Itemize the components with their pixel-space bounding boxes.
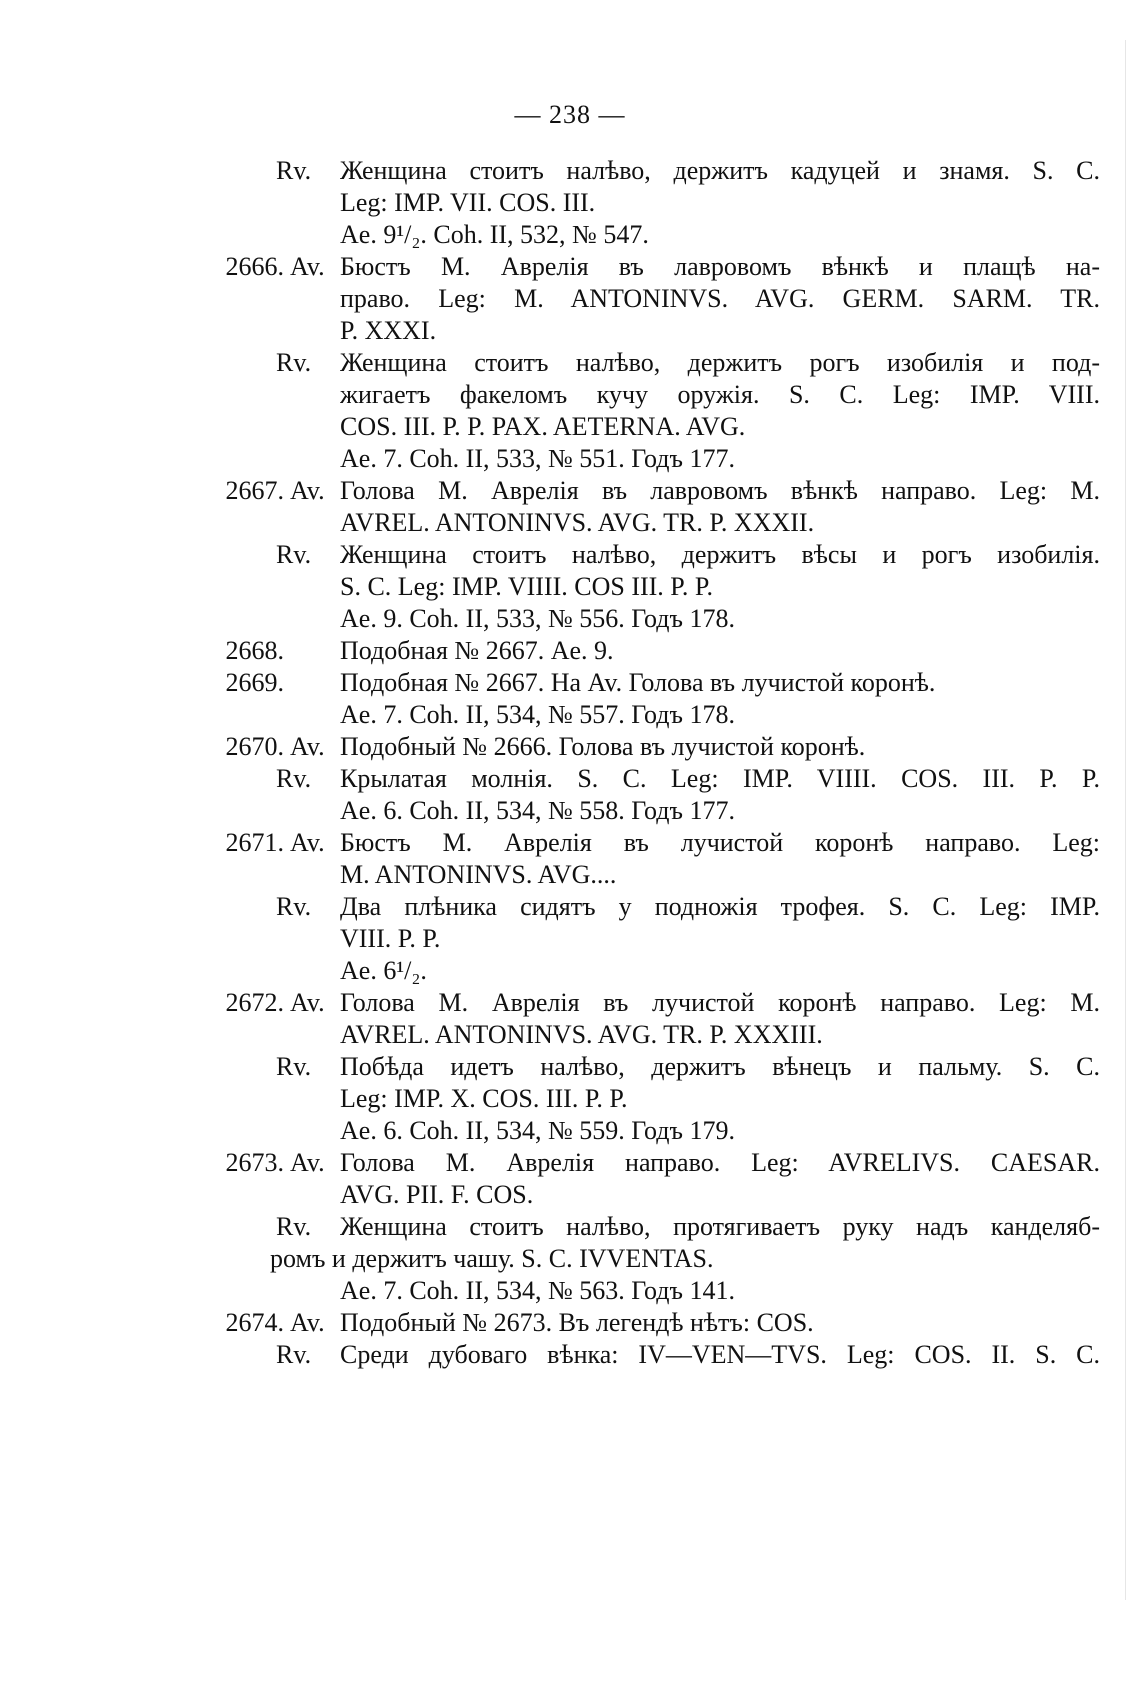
entry-number: 2672. — [225, 988, 284, 1017]
text-line — [225, 987, 1100, 1019]
line-text: AVREL. ANTONINVS. AVG. TR. P. XXXIII. — [340, 1020, 823, 1049]
text-line — [225, 1147, 1100, 1179]
coin-side-label: Av. — [290, 988, 325, 1017]
text-line — [290, 923, 1100, 955]
text-line — [290, 955, 1100, 987]
coin-side-label: Rv. — [276, 1340, 312, 1369]
line-text: Женщина стоитъ налѣво, держитъ рогъ изобилія и под- — [340, 348, 1100, 377]
text-line — [290, 1083, 1100, 1115]
page-number: — 238 — — [514, 100, 626, 129]
text-line — [276, 1339, 1100, 1371]
line-text: право. Leg: M. ANTONINVS. AVG. GERM. SARM. TR. — [340, 284, 1100, 313]
text-line — [270, 1243, 1100, 1275]
line-text: Два плѣника сидятъ у подножія трофея. S. C. Leg: IMP. — [340, 892, 1100, 921]
text-line — [276, 891, 1100, 923]
text-line — [290, 315, 1100, 347]
line-text: AVREL. ANTONINVS. AVG. TR. P. XXXII. — [340, 508, 815, 537]
text-line — [225, 251, 1100, 283]
line-text: Голова М. Аврелія въ лучистой коронѣ направо. Leg: M. — [340, 988, 1100, 1017]
line-text: S. C. Leg: IMP. VIIII. COS III. P. P. — [340, 572, 713, 601]
line-text: Ae. 7. Coh. II, 533, № 551. Годъ 177. — [340, 444, 735, 473]
text-line — [276, 347, 1100, 379]
line-text: Ae. 7. Coh. II, 534, № 563. Годъ 141. — [340, 1276, 735, 1305]
coin-side-label: Rv. — [276, 1052, 312, 1081]
coin-side-label: Rv. — [276, 1212, 312, 1241]
line-text: AVG. PII. F. COS. — [340, 1180, 534, 1209]
text-line — [290, 507, 1100, 539]
text-line — [290, 1179, 1100, 1211]
line-text: Leg: IMP. X. COS. III. P. P. — [340, 1084, 628, 1113]
line-text: Подобная № 2667. На Av. Голова въ лучистой коронѣ. — [340, 668, 936, 697]
entry-number: 2669. — [225, 668, 284, 697]
text-line — [225, 667, 1100, 699]
line-text: Ae. 6¹/₂. — [340, 956, 427, 985]
line-text: COS. III. P. P. PAX. AETERNA. AVG. — [340, 412, 746, 441]
line-text: M. ANTONINVS. AVG.... — [340, 860, 617, 889]
line-text: VIII. P. P. — [340, 924, 441, 953]
text-line — [276, 1051, 1100, 1083]
text-line — [225, 635, 1100, 667]
line-text: Подобный № 2673. Въ легендѣ нѣтъ: COS. — [340, 1308, 814, 1337]
line-text: Leg: IMP. VII. COS. III. — [340, 188, 596, 217]
text-line — [276, 539, 1100, 571]
line-text: Среди дубоваго вѣнка: IV—VEN—TVS. Leg: COS. II. S. C. — [340, 1340, 1100, 1369]
text-line — [290, 443, 1100, 475]
line-text: Крылатая молнія. S. C. Leg: IMP. VIIII. COS. III. P. P. — [340, 764, 1100, 793]
line-text: ромъ и держитъ чашу. S. C. IVVENTAS. — [270, 1244, 714, 1273]
coin-side-label: Rv. — [276, 156, 312, 185]
entry-number: 2674. — [225, 1308, 284, 1337]
text-line — [290, 187, 1100, 219]
entry-number: 2671. — [225, 828, 284, 857]
text-line — [290, 1019, 1100, 1051]
text-line — [276, 1211, 1100, 1243]
coin-side-label: Av. — [290, 1308, 325, 1337]
line-text: Подобный № 2666. Голова въ лучистой коронѣ. — [340, 732, 866, 761]
line-text: Ae. 6. Coh. II, 534, № 559. Годъ 179. — [340, 1116, 735, 1145]
text-line — [225, 1307, 1100, 1339]
line-text: Подобная № 2667. Ae. 9. — [340, 636, 614, 665]
text-line — [290, 859, 1100, 891]
coin-side-label: Av. — [290, 732, 325, 761]
entry-number: 2668. — [225, 636, 284, 665]
coin-side-label: Av. — [290, 828, 325, 857]
line-text: Побѣда идетъ налѣво, держитъ вѣнецъ и пальму. S. C. — [340, 1052, 1100, 1081]
text-line — [290, 1115, 1100, 1147]
line-text: Голова М. Аврелія направо. Leg: AVRELIVS. CAESAR. — [340, 1148, 1100, 1177]
page-edge-line — [1125, 40, 1126, 1600]
coin-side-label: Rv. — [276, 892, 312, 921]
text-line — [290, 219, 1100, 251]
entry-number: 2673. — [225, 1148, 284, 1177]
text-line — [276, 155, 1100, 187]
coin-side-label: Rv. — [276, 540, 312, 569]
line-text: Голова М. Аврелія въ лавровомъ вѣнкѣ направо. Leg: M. — [340, 476, 1100, 505]
text-line — [276, 763, 1100, 795]
entry-number: 2670. — [225, 732, 284, 761]
text-line — [290, 603, 1100, 635]
line-text: Ae. 7. Coh. II, 534, № 557. Годъ 178. — [340, 700, 735, 729]
line-text: Ae. 9¹/₂. Coh. II, 532, № 547. — [340, 220, 649, 249]
text-line — [225, 827, 1100, 859]
entry-number: 2667. — [225, 476, 284, 505]
text-line — [290, 699, 1100, 731]
text-line — [290, 283, 1100, 315]
entry-number: 2666. — [225, 252, 284, 281]
text-line — [225, 475, 1100, 507]
line-text: Ae. 9. Coh. II, 533, № 556. Годъ 178. — [340, 604, 735, 633]
coin-side-label: Av. — [290, 476, 325, 505]
catalog-text — [225, 155, 1100, 1371]
line-text: P. XXXI. — [340, 316, 437, 345]
line-text: Женщина стоитъ налѣво, протягиваетъ руку надъ канделяб- — [340, 1212, 1100, 1241]
line-text: Женщина стоитъ налѣво, держитъ кадуцей и знамя. S. C. — [340, 156, 1100, 185]
text-line — [290, 411, 1100, 443]
text-line — [290, 795, 1100, 827]
text-line — [290, 571, 1100, 603]
coin-side-label: Rv. — [276, 764, 312, 793]
line-text: Ae. 6. Coh. II, 534, № 558. Годъ 177. — [340, 796, 735, 825]
coin-side-label: Av. — [290, 252, 325, 281]
line-text: Бюстъ М. Аврелія въ лавровомъ вѣнкѣ и плащѣ на- — [340, 252, 1100, 281]
coin-side-label: Rv. — [276, 348, 312, 377]
line-text: Женщина стоитъ налѣво, держитъ вѣсы и рогъ изобилія. — [340, 540, 1100, 569]
text-line — [225, 731, 1100, 763]
line-text: Бюстъ М. Аврелія въ лучистой коронѣ направо. Leg: — [340, 828, 1100, 857]
text-line — [290, 379, 1100, 411]
text-line — [290, 1275, 1100, 1307]
line-text: жигаетъ факеломъ кучу оружія. S. C. Leg: IMP. VIII. — [340, 380, 1100, 409]
coin-side-label: Av. — [290, 1148, 325, 1177]
